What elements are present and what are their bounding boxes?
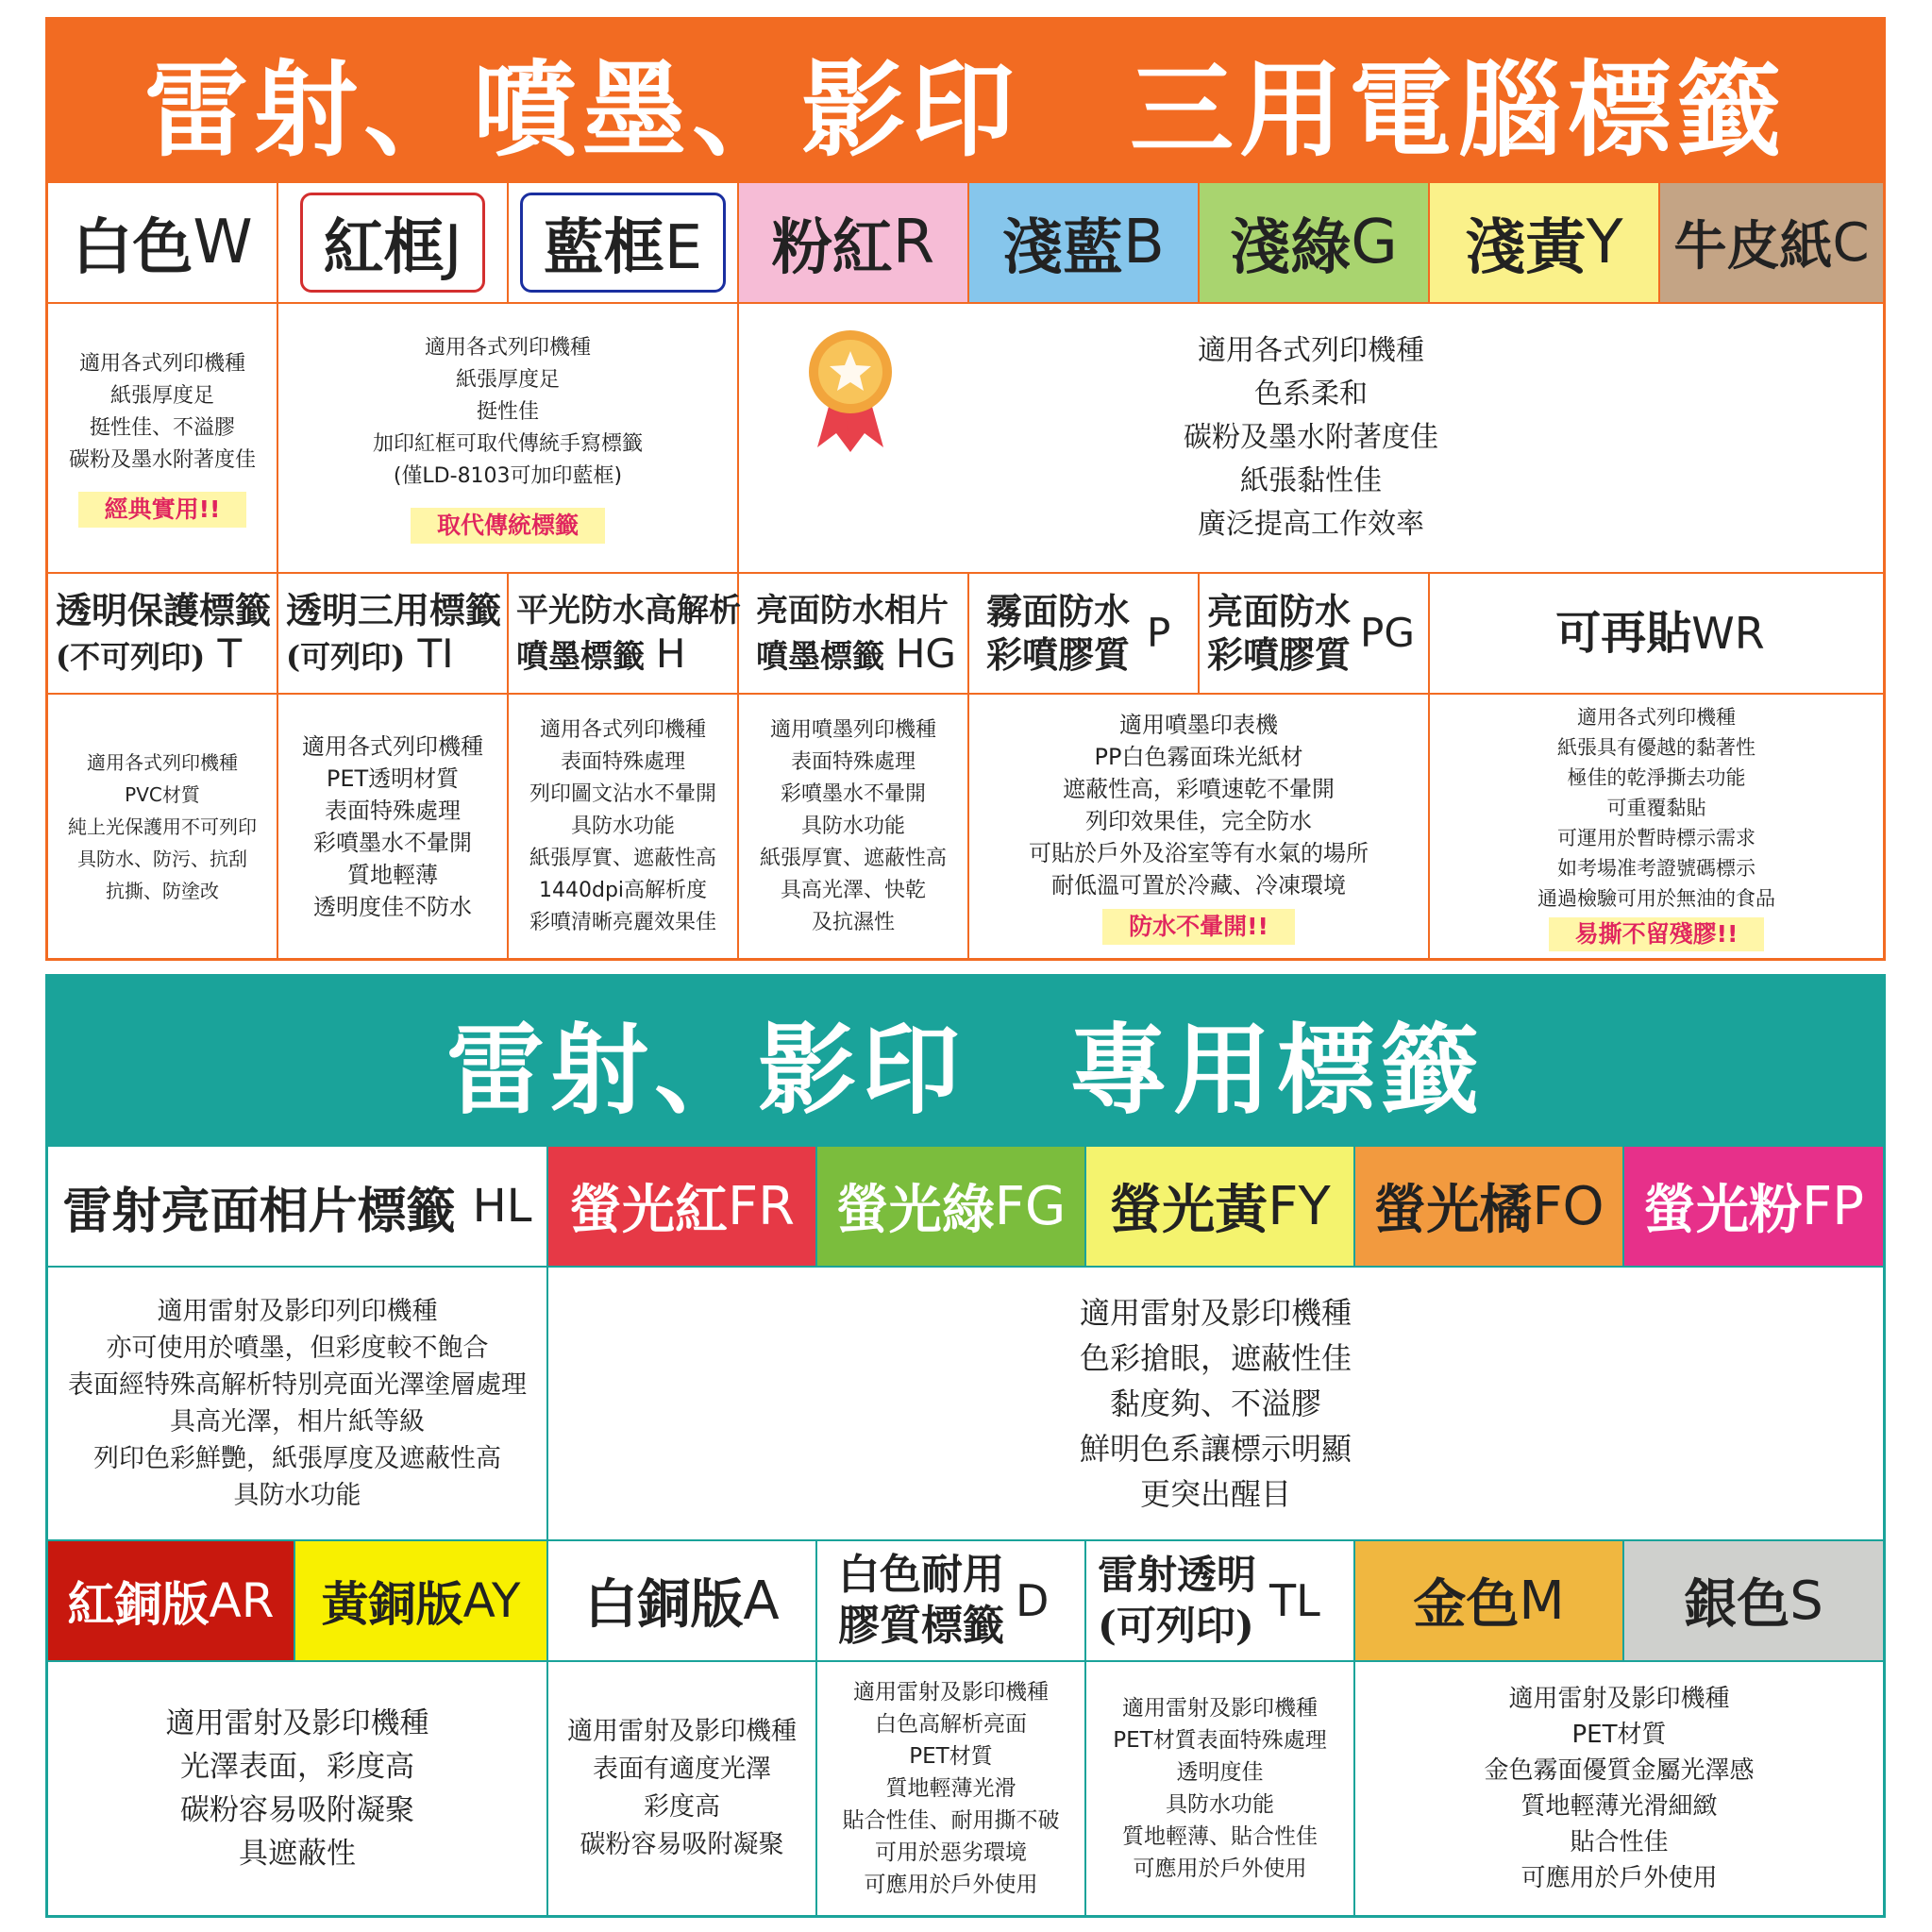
tag-easy-peel: 易撕不留殘膠!! [1549,917,1765,951]
header-silver-s: 銀色 S [1624,1541,1883,1662]
header-fluo-orange-fo: 螢光橘 FO [1355,1147,1624,1268]
header-laser-photo-hl: 雷射亮面相片標籤 HL [48,1147,548,1268]
header-gold-m: 金色 M [1355,1541,1624,1662]
section-title: 雷射、噴墨、影印 三用電腦標籤 [48,20,1883,183]
header-pink-r: 粉紅 R [739,183,969,304]
desc-color: 適用各式列印機種 色系柔和 碳粉及墨水附著度佳 紙張黏性佳 廣泛提高工作效率 [739,304,1883,574]
header-fluo-green-fg: 螢光綠 FG [817,1147,1086,1268]
header-matte-pp-p: 霧面防水 彩噴膠質 P [969,574,1200,695]
desc-frame: 適用各式列印機種 紙張厚度足 挺性佳 加印紅框可取代傳統手寫標籤 (僅LD-8103可加印藍框) 取代傳統標籤 [278,304,739,574]
red-frame: 紅框J [300,193,486,293]
header-glossy-photo-hg: 亮面防水相片 噴墨標籤 HG [739,574,969,695]
desc-h: 適用各式列印機種 表面特殊處理 列印圖文沾水不暈開 具防水功能 紙張厚實、遮蔽性高 1440dpi高解析度 彩噴清晰亮麗效果佳 [509,695,739,958]
desc-hl: 適用雷射及影印列印機種 亦可使用於噴墨，但彩度較不飽合 表面經特殊高解析特別亮面光澤塗層處理 具高光澤，相片紙等級 列印色彩鮮艷，紙張厚度及遮蔽性高 具防水功能 [48,1268,548,1541]
header-light-yellow-y: 淺黃 Y [1430,183,1660,304]
desc-fluorescent: 適用雷射及影印機種 色彩搶眼，遮蔽性佳 黏度夠、不溢膠 鮮明色系讓標示明顯 更突出醒目 [548,1268,1883,1541]
header-fluo-red-fr: 螢光紅 FR [548,1147,817,1268]
desc-d: 適用雷射及影印機種 白色高解析亮面 PET材質 質地輕薄光滑 貼合性佳、耐用撕不破 可用於惡劣環境 可應用於戶外使用 [817,1662,1086,1915]
desc-ar-ay: 適用雷射及影印機種 光澤表面，彩度高 碳粉容易吸附凝聚 具遮蔽性 [48,1662,548,1915]
header-kraft-c: 牛皮紙 C [1660,183,1883,304]
header-red-frame-j [278,183,509,304]
desc-p-pg: 適用噴墨印表機 PP白色霧面珠光紙材 遮蔽性高，彩噴速乾不暈開 列印效果佳，完全防水 可貼於戶外及浴室等有水氣的場所 耐低溫可置於冷藏、冷凍環境 防水不暈開!! [969,695,1430,958]
header-red-copper-ar: 紅銅版 AR [48,1541,295,1662]
header-matte-waterproof-h: 平光防水高解析 噴墨標籤 H [509,574,739,695]
desc-t: 適用各式列印機種 PVC材質 純上光保護用不可列印 具防水、防污、抗刮 抗撕、防塗改 [48,695,278,958]
header-clear-protect-t: 透明保護標籤 (不可列印) T [48,574,278,695]
blue-frame: 藍框E [520,193,726,293]
header-white-w: 白色 W [48,183,278,304]
section-laser-copy-labels [45,974,1886,1918]
desc-white: 適用各式列印機種 紙張厚度足 挺性佳、不溢膠 碳粉及墨水附著度佳 經典實用!! [48,304,278,574]
header-glossy-pp-pg: 亮面防水 彩噴膠質 PG [1200,574,1430,695]
medal-icon [798,320,902,462]
header-durable-d: 白色耐用 膠質標籤 D [817,1541,1086,1662]
desc-hg: 適用噴墨列印機種 表面特殊處理 彩噴墨水不暈開 具防水功能 紙張厚實、遮蔽性高 具高光澤、快乾 及抗濕性 [739,695,969,958]
desc-tl: 適用雷射及影印機種 PET材質表面特殊處理 透明度佳 具防水功能 質地輕薄、貼合性佳 可應用於戶外使用 [1086,1662,1355,1915]
header-fluo-yellow-fy: 螢光黃 FY [1086,1147,1355,1268]
header-light-green-g: 淺綠 G [1200,183,1430,304]
desc-wr: 適用各式列印機種 紙張具有優越的黏著性 極佳的乾淨撕去功能 可重覆黏貼 可運用於暫時標示需求 如考場准考證號碼標示 通過檢驗可用於無油的食品 易撕不留殘膠!! [1430,695,1883,958]
tag-classic: 經典實用!! [78,492,247,528]
tag-waterproof: 防水不暈開!! [1102,909,1295,945]
header-fluo-pink-fp: 螢光粉 FP [1624,1147,1883,1268]
desc-m-s: 適用雷射及影印機種 PET材質 金色霧面優質金屬光澤感 質地輕薄光滑細緻 貼合性佳 可應用於戶外使用 [1484,1685,1755,1892]
desc-ti: 適用各式列印機種 PET透明材質 表面特殊處理 彩噴墨水不暈開 質地輕薄 透明度佳不防水 [278,695,509,958]
header-blue-frame-e [509,183,739,304]
header-repositionable-wr: 可再貼 WR [1430,574,1883,695]
section-three-use-labels [45,17,1886,961]
desc-a: 適用雷射及影印機種 表面有適度光澤 彩度高 碳粉容易吸附凝聚 [548,1662,817,1915]
header-yellow-copper-ay: 黃銅版 AY [295,1541,548,1662]
header-laser-clear-tl: 雷射透明 (可列印) TL [1086,1541,1355,1662]
tag-replace: 取代傳統標籤 [411,508,605,544]
section-title: 雷射、影印 專用標籤 [48,977,1883,1147]
header-white-copper-a: 白銅版 A [548,1541,817,1662]
header-clear-three-use-ti: 透明三用標籤 (可列印) TI [278,574,509,695]
header-light-blue-b: 淺藍 B [969,183,1200,304]
